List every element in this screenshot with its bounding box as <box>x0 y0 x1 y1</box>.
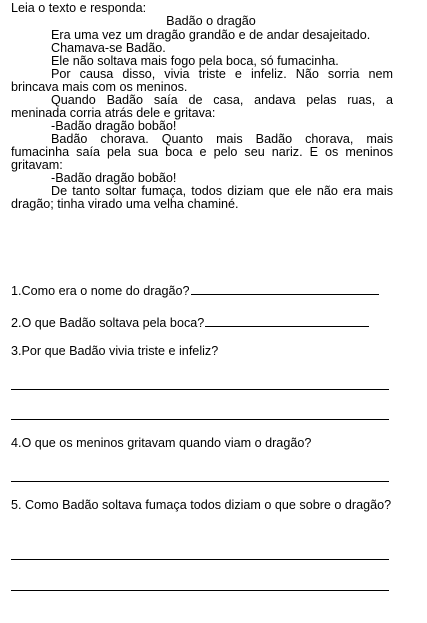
story-paragraph: Quando Badão saía de casa, andava pelas ruas, a meninada corria atrás dele e gritava: <box>11 93 393 120</box>
answer-line-2[interactable] <box>205 315 369 327</box>
story-paragraph: Era uma vez um dragão grandão e de andar desajeitado. <box>51 28 371 42</box>
question-1-text: 1.Como era o nome do dragão? <box>11 284 190 298</box>
story-dialogue: -Badão dragão bobão! <box>51 119 177 133</box>
story-paragraph: Por causa disso, vivia triste e infeliz. Não sorria nem brincava mais com os meninos. <box>11 67 393 94</box>
story-text <box>11 29 393 211</box>
question-3: 3.Por que Badão vivia triste e infeliz? <box>11 344 219 358</box>
story-paragraph: Ele não soltava mais fogo pela boca, só fumacinha. <box>51 54 339 68</box>
question-4: 4.O que os meninos gritavam quando viam o dragão? <box>11 436 312 450</box>
answer-line-5b[interactable] <box>11 590 389 591</box>
question-5: 5. Como Badão soltava fumaça todos diziam o que sobre o dragão? <box>11 498 392 512</box>
story-paragraph: Badão chorava. Quanto mais Badão chorava, mais fumacinha saía pela sua boca e pelo seu nariz. E os meninos gritavam: <box>11 132 393 172</box>
answer-line-1[interactable] <box>191 283 379 295</box>
story-title: Badão o dragão <box>166 14 256 28</box>
answer-line-5a[interactable] <box>11 559 389 560</box>
story-paragraph: Chamava-se Badão. <box>51 41 166 55</box>
answer-line-3a[interactable] <box>11 389 389 390</box>
question-2-text: 2.O que Badão soltava pela boca? <box>11 316 205 330</box>
instruction-text: Leia o texto e responda: <box>11 1 147 15</box>
answer-line-4[interactable] <box>11 481 389 482</box>
story-paragraph: De tanto soltar fumaça, todos diziam que ele não era mais dragão; tinha virado uma velha chaminé. <box>11 184 393 211</box>
question-2 <box>11 315 369 330</box>
worksheet <box>11 2 393 211</box>
story-dialogue: -Badão dragão bobão! <box>51 171 177 185</box>
answer-line-3b[interactable] <box>11 419 389 420</box>
question-1 <box>11 283 379 298</box>
